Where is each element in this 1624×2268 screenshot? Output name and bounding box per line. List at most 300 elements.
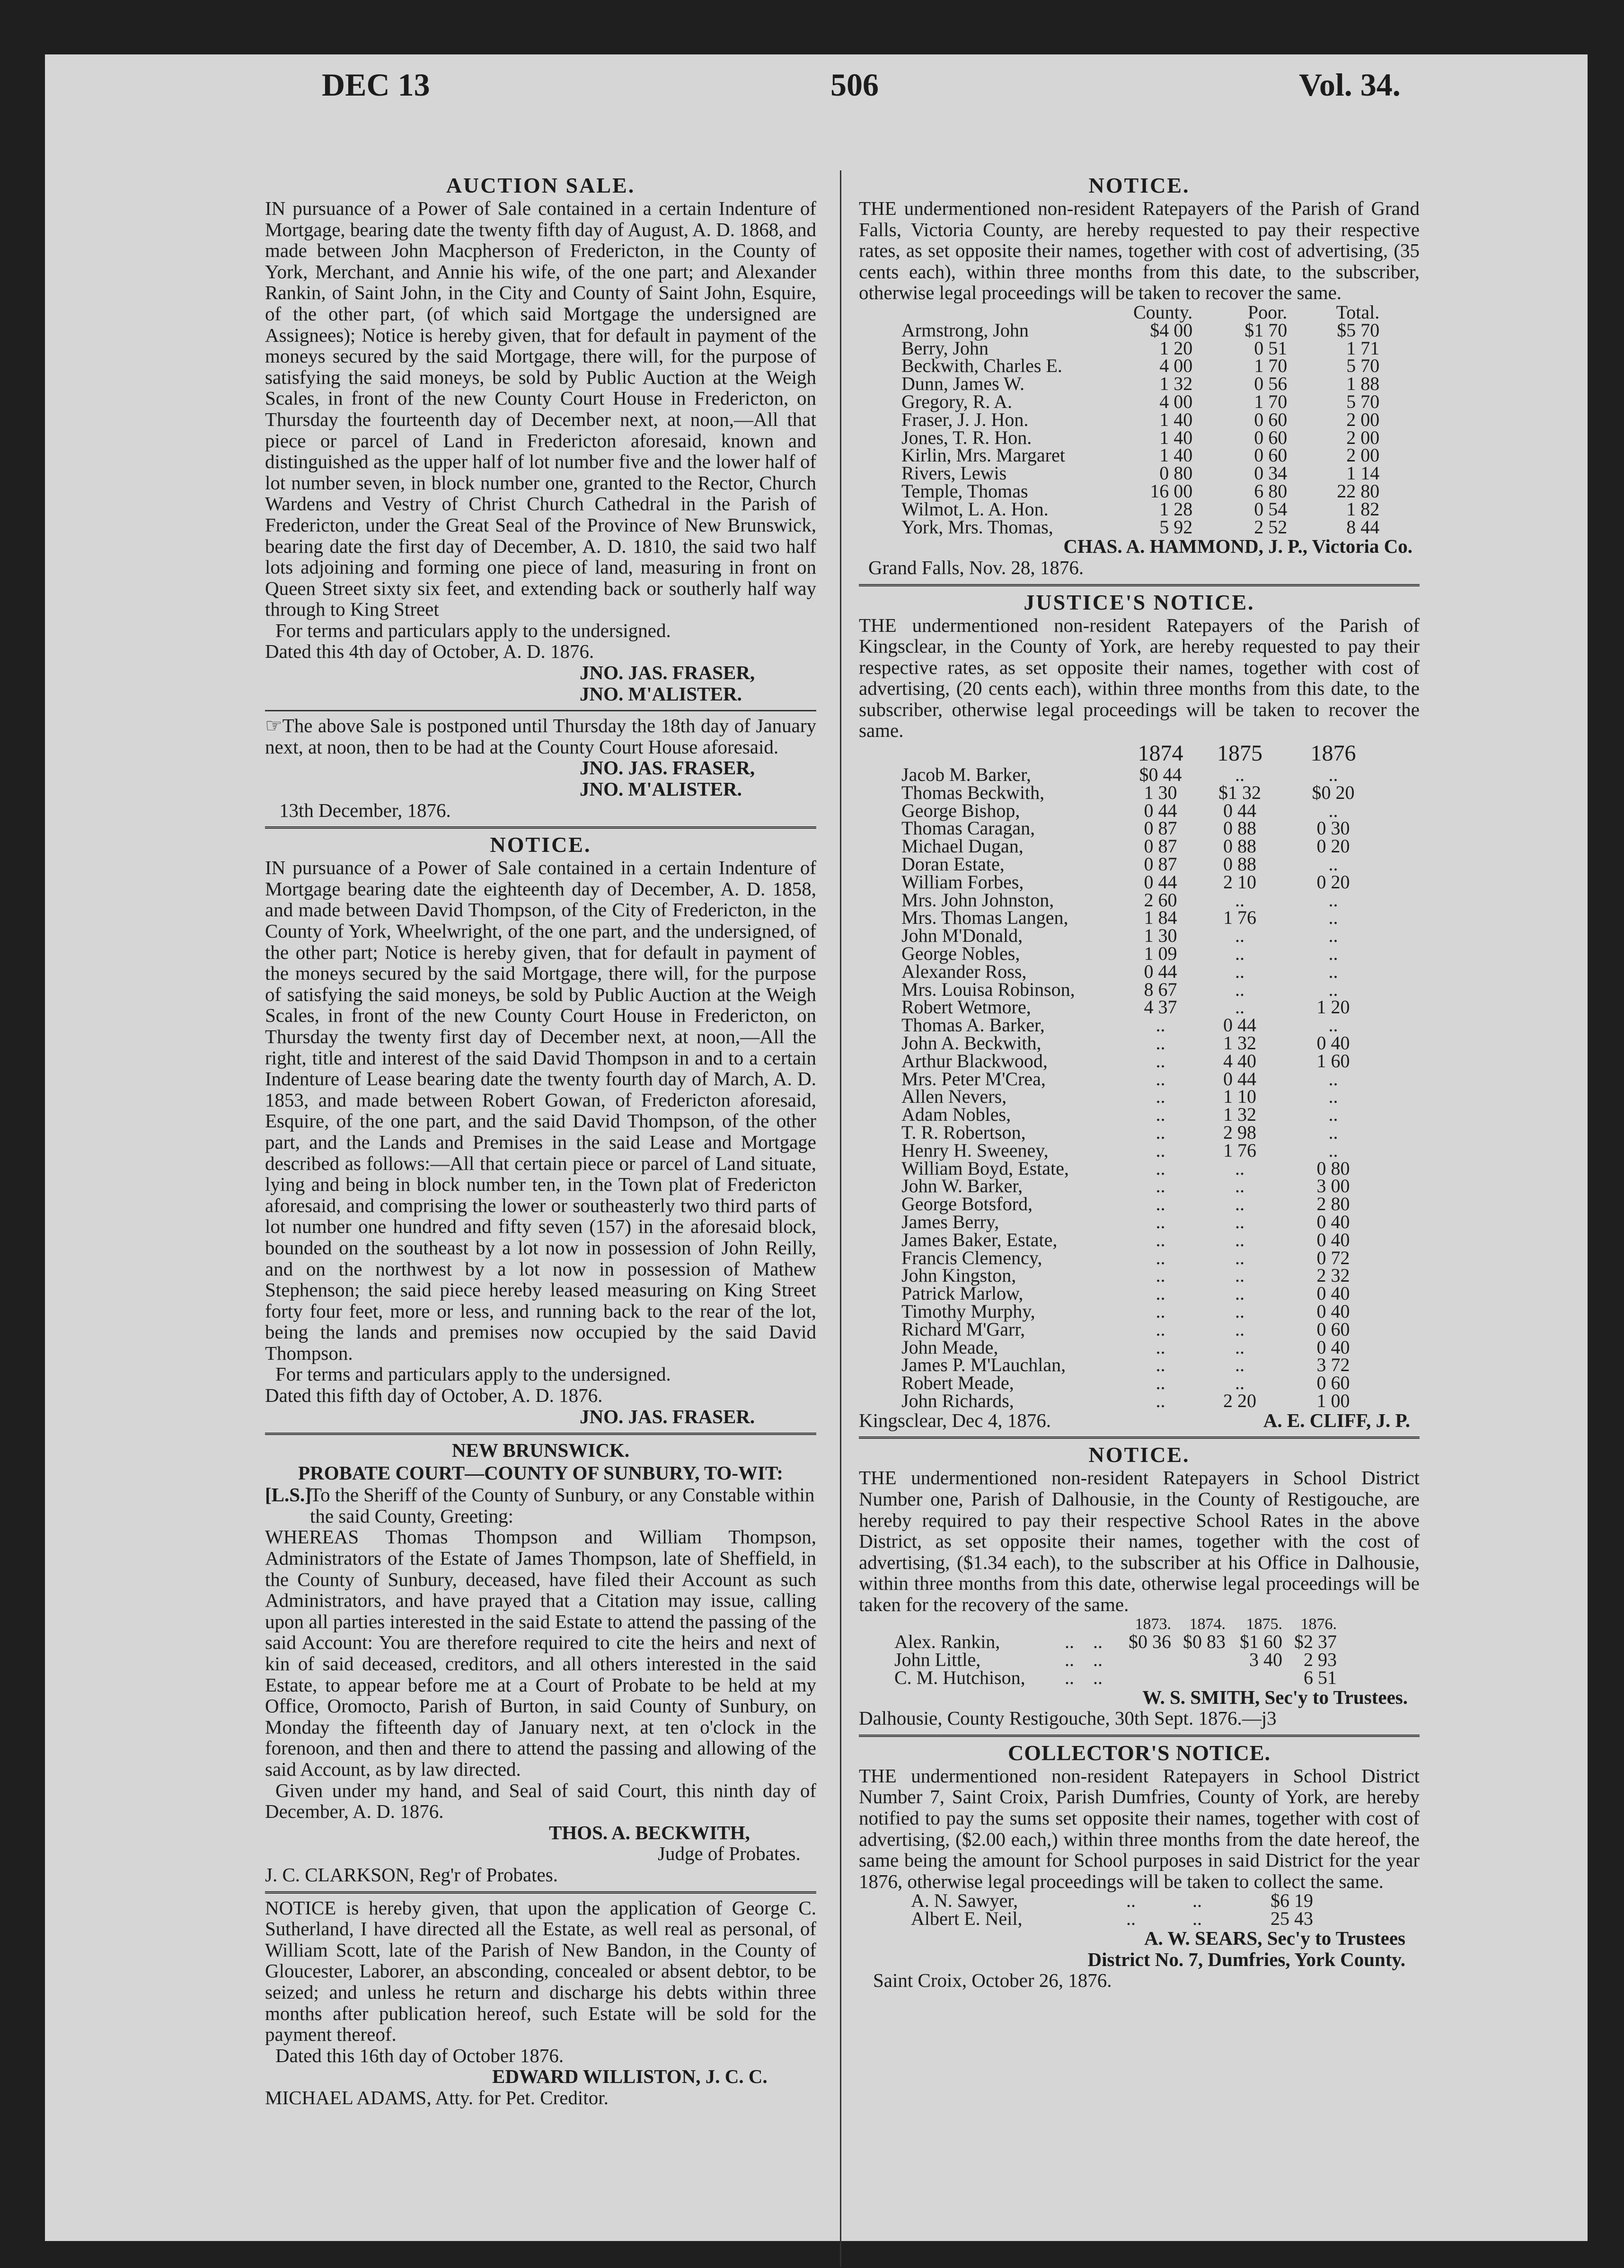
- dalhousie-school-notice: [859, 1443, 1420, 1729]
- rate-cell: ..: [1235, 978, 1244, 1000]
- table-row: [894, 1633, 1337, 1651]
- rate-cell: 25 43: [1271, 1908, 1313, 1930]
- table-row: [901, 321, 1379, 339]
- postponement-note: ☞The above Sale is postponed until Thursday the 18th day of January next, at noon, then to be had at the County Court House aforesaid.: [265, 715, 816, 758]
- signature-beckwith: THOS. A. BECKWITH,: [549, 1821, 750, 1843]
- ratepayer-name: John A. Beckwith,: [901, 1032, 1041, 1054]
- attorney-line: MICHAEL ADAMS, Atty. for Pet. Creditor.: [265, 2086, 609, 2109]
- table-row: [911, 1910, 1313, 1928]
- rate-cell: ..: [1328, 764, 1338, 786]
- rate-cell: $0 83: [1183, 1631, 1226, 1653]
- rate-cell: ..: [1156, 1068, 1165, 1090]
- rate-cell: $4 00: [1150, 319, 1193, 341]
- column-divider: [840, 170, 841, 2267]
- ratepayer-name: Thomas A. Barker,: [901, 1014, 1045, 1036]
- table-row: [901, 998, 1379, 1016]
- rate-cell: $0 20: [1312, 781, 1355, 803]
- rate-cell: ..: [1328, 853, 1338, 875]
- postponement-date: 13th December, 1876.: [279, 799, 451, 821]
- table-row: [901, 1285, 1379, 1302]
- rate-cell: 1 20: [1316, 996, 1350, 1018]
- table-row: [901, 500, 1379, 518]
- rate-cell: 1 20: [1159, 337, 1193, 359]
- signature-fraser: JNO. JAS. FRASER,: [580, 662, 755, 684]
- grand-falls-notice: [859, 173, 1420, 578]
- ratepayer-name: James Berry,: [901, 1211, 999, 1232]
- rate-cell: 2 20: [1223, 1390, 1256, 1411]
- rate-cell: ..: [1235, 1247, 1244, 1268]
- rate-cell: ..: [1156, 1247, 1165, 1268]
- grand-falls-body: THE undermentioned non-resident Ratepayers of the Parish of Grand Falls, Victoria County, are hereby requested to pay their respective rates, as set opposite their names, together with cost of advertising, (35 cents each), within three months from this date, to the subscriber, otherwise legal proceedings will be taken to recover the same.: [859, 197, 1420, 304]
- rate-cell: 5 70: [1346, 390, 1380, 412]
- ratepayer-name: A. N. Sawyer,: [911, 1890, 1018, 1912]
- table-row: [901, 429, 1379, 447]
- ratepayer-name: Thomas Caragan,: [901, 817, 1035, 839]
- probate-court-notice: [265, 1439, 816, 1885]
- rate-cell: 4 40: [1223, 1050, 1256, 1072]
- probate-subheading: PROBATE COURT—COUNTY OF SUNBURY, TO-WIT:: [298, 1462, 783, 1484]
- kingsclear-justice-notice: [859, 590, 1420, 1431]
- ratepayer-name: Mrs. Louisa Robinson,: [901, 978, 1075, 1000]
- rate-cell: 6 51: [1304, 1666, 1337, 1688]
- rate-cell: 0 60: [1316, 1372, 1350, 1394]
- table-row: [901, 837, 1379, 855]
- column-header: County.: [1133, 301, 1193, 323]
- table-row: [901, 1249, 1379, 1267]
- ratepayer-name: Gregory, R. A.: [901, 390, 1013, 412]
- rate-cell: [1171, 1651, 1226, 1669]
- rate-cell: 0 51: [1254, 337, 1288, 359]
- rate-cell: 1 84: [1144, 907, 1177, 929]
- rate-cell: 0 60: [1254, 426, 1288, 448]
- rate-cell: ..: [1156, 1175, 1165, 1197]
- rate-cell: ..: [1156, 1193, 1165, 1215]
- rate-cell: ..: [1328, 1068, 1338, 1090]
- school-district-line: District No. 7, Dumfries, York County.: [1087, 1948, 1405, 1970]
- rate-cell: ..: [1328, 907, 1338, 929]
- rate-cell: ..: [1235, 1372, 1244, 1394]
- rate-cell: 2 80: [1316, 1193, 1350, 1215]
- rate-cell: 0 30: [1316, 817, 1350, 839]
- rate-cell: 1 32: [1223, 1032, 1256, 1054]
- absconding-debtor-body: NOTICE is hereby given, that upon the application of George C. Sutherland, I have directed all the Estate, as well real as personal, of William Scott, late of the Parish of New Bandon, in the County of Gloucester, Laborer, an absconding, concealed or absent debtor, to be seized; and unless he return and discharge his debts within three months after publication hereof, such Estate will be sold for the payment thereof.: [265, 1896, 816, 2046]
- rate-cell: 0 40: [1316, 1336, 1350, 1358]
- registrar-line: J. C. CLARKSON, Reg'r of Probates.: [265, 1863, 558, 1886]
- table-row: [901, 802, 1379, 820]
- rate-cell: 1 32: [1159, 373, 1193, 395]
- rate-cell: 2 00: [1346, 444, 1380, 466]
- rate-cell: 0 20: [1316, 835, 1350, 857]
- rate-cell: 1 82: [1346, 498, 1380, 520]
- rate-cell: 0 40: [1316, 1283, 1350, 1304]
- rate-cell: ..: [1156, 1032, 1165, 1054]
- rate-cell: ..: [1156, 1104, 1165, 1125]
- ratepayer-name: John M'Donald,: [901, 925, 1023, 947]
- justice-footer: [859, 1410, 1420, 1431]
- dalhousie-notice-title: NOTICE.: [1088, 1443, 1190, 1467]
- ratepayer-name: Alex. Rankin,: [894, 1631, 1000, 1653]
- rate-cell: [1171, 1669, 1226, 1687]
- ratepayer-name: Timothy Murphy,: [901, 1300, 1035, 1322]
- separator: [265, 710, 816, 711]
- table-row: [901, 482, 1379, 500]
- ratepayer-name: Albert E. Neil,: [911, 1908, 1023, 1930]
- ratepayer-name: Michael Dugan,: [901, 835, 1024, 857]
- rate-cell: ..: [1235, 1300, 1244, 1322]
- rate-cell: [1112, 1651, 1171, 1669]
- rate-cell: ..: [1328, 799, 1338, 821]
- table-row: [901, 1267, 1379, 1285]
- ratepayer-name: William Forbes,: [901, 871, 1024, 893]
- ratepayer-name: Beckwith, Charles E.: [901, 355, 1062, 377]
- ratepayer-name: Adam Nobles,: [901, 1104, 1011, 1125]
- year-header: 1874: [1138, 741, 1183, 766]
- ratepayer-name: Rivers, Lewis: [901, 462, 1007, 484]
- ratepayer-name: Berry, John: [901, 337, 989, 359]
- rate-cell: 0 88: [1223, 835, 1256, 857]
- rate-cell: 1 40: [1159, 444, 1193, 466]
- rate-cell: 2 93: [1304, 1649, 1337, 1671]
- signature-cliff: A. E. CLIFF, J. P.: [1263, 1409, 1410, 1431]
- table-row: [901, 1356, 1379, 1374]
- rate-cell: 3 00: [1316, 1175, 1350, 1197]
- rate-cell: ..: [1156, 1050, 1165, 1072]
- rate-cell: $1 32: [1218, 781, 1261, 803]
- rate-cell: 16 00: [1150, 480, 1193, 502]
- rate-cell: 8 44: [1346, 516, 1380, 538]
- grand-falls-date: Grand Falls, Nov. 28, 1876.: [868, 556, 1084, 578]
- separator: [265, 1891, 816, 1894]
- probate-given: Given under my hand, and Seal of said Court, this ninth day of December, A. D. 1876.: [265, 1779, 816, 1823]
- rate-cell: $6 19: [1271, 1890, 1313, 1912]
- rate-cell: ..: [1156, 1283, 1165, 1304]
- rate-cell: 0 88: [1223, 817, 1256, 839]
- left-column: [265, 170, 816, 2108]
- ratepayer-name: Patrick Marlow,: [901, 1283, 1024, 1304]
- rate-cell: ..: [1093, 1649, 1103, 1671]
- table-row: [901, 1392, 1379, 1410]
- grand-falls-rates-table: [901, 303, 1379, 536]
- rate-cell: 0 80: [1316, 1157, 1350, 1179]
- auction-sale-dated: Dated this 4th day of October, A. D. 1876.: [265, 640, 594, 663]
- rate-cell: 1 40: [1159, 426, 1193, 448]
- ratepayer-name: Mrs. Peter M'Crea,: [901, 1068, 1046, 1090]
- ratepayer-name: Wilmot, L. A. Hon.: [901, 498, 1049, 520]
- rate-cell: 0 60: [1254, 408, 1288, 430]
- rate-cell: ..: [1235, 1265, 1244, 1286]
- rate-cell: 3 40: [1249, 1649, 1282, 1671]
- rate-cell: ..: [1156, 1211, 1165, 1232]
- rate-cell: 2 60: [1144, 889, 1177, 911]
- signature-malister: JNO. M'ALISTER.: [580, 778, 742, 800]
- ratepayer-name: James Baker, Estate,: [901, 1229, 1058, 1250]
- table-row: [901, 393, 1379, 411]
- rate-cell: ..: [1235, 996, 1244, 1018]
- page-number: 506: [830, 67, 879, 103]
- table-header-row: [894, 1615, 1337, 1633]
- seal-mark: [L.S.]: [265, 1484, 311, 1506]
- table-row: [901, 464, 1379, 482]
- rate-cell: ..: [1235, 1157, 1244, 1179]
- justice-notice-title: JUSTICE'S NOTICE.: [1024, 590, 1255, 614]
- rate-cell: ..: [1328, 1086, 1338, 1107]
- dalhousie-notice-body: THE undermentioned non-resident Ratepayers in School District Number one, Parish of Dalhousie, in the County of Restigouche, are hereby required to pay their respective School Rates in the above District, as set opposite their names, together with the cost of advertising, ($1.34 each), to the subscriber at his Office in Dalhousie, within three months from this date, otherwise legal proceedings will be taken for the recovery of the same.: [859, 1467, 1420, 1615]
- absconding-debtor-notice: [265, 1897, 816, 2109]
- rate-cell: ..: [1328, 943, 1338, 965]
- signature-fraser: JNO. JAS. FRASER.: [580, 1405, 755, 1427]
- separator: [265, 826, 816, 829]
- table-row: [901, 1338, 1379, 1356]
- rate-cell: ..: [1235, 1283, 1244, 1304]
- ratepayer-name: Kirlin, Mrs. Margaret: [901, 444, 1065, 466]
- table-row: [901, 891, 1379, 909]
- rate-cell: 0 40: [1316, 1032, 1350, 1054]
- table-row: [901, 1142, 1379, 1160]
- ratepayer-name: Mrs. John Johnston,: [901, 889, 1054, 911]
- table-row: [911, 1892, 1313, 1910]
- rate-cell: 0 44: [1223, 1068, 1256, 1090]
- signature-malister: JNO. M'ALISTER.: [580, 682, 742, 705]
- ratepayer-name: C. M. Hutchison,: [894, 1666, 1025, 1688]
- year-header: 1874.: [1189, 1615, 1226, 1633]
- ratepayer-name: Fraser, J. J. Hon.: [901, 408, 1029, 430]
- rate-cell: ..: [1156, 1122, 1165, 1143]
- rate-cell: [1226, 1669, 1282, 1687]
- table-row: [901, 927, 1379, 945]
- rate-cell: ..: [1156, 1157, 1165, 1179]
- rate-cell: ..: [1156, 1390, 1165, 1411]
- table-row: [901, 357, 1379, 375]
- rate-cell: ..: [1328, 889, 1338, 911]
- rate-cell: $1 70: [1244, 319, 1288, 341]
- table-row: [901, 1231, 1379, 1249]
- year-header: 1873.: [1135, 1615, 1171, 1633]
- rate-cell: ..: [1156, 1318, 1165, 1340]
- rate-cell: 1 32: [1223, 1104, 1256, 1125]
- rate-cell: $0 36: [1129, 1631, 1171, 1653]
- rate-cell: 2 10: [1223, 871, 1256, 893]
- ratepayer-name: Robert Wetmore,: [901, 996, 1031, 1018]
- probate-body: WHEREAS Thomas Thompson and William Thompson, Administrators of the Estate of James Thompson, late of Sheffield, in the County of Sunbury, deceased, have filed their Account as such Administrators, and have prayed that a Citation may issue, calling upon all parties interested in the said Estate to attend the passing of the said Account: You are therefore required to cite the heirs and next of kin of said deceased, creditors, and all others interested in the said Estate, to appear before me at a Court of Probate to be held at my Office, Oromocto, Parish of Burton, in said County of Sunbury, on Monday the fifteenth day of January next, at ten o'clock in the forenoon, and then and there to attend the passing and allowing of the said Account, as by law directed.: [265, 1526, 816, 1780]
- table-row: [901, 963, 1379, 981]
- rate-cell: ..: [1328, 978, 1338, 1000]
- rate-cell: ..: [1235, 1318, 1244, 1340]
- saint-croix-collector-notice: [859, 1741, 1420, 1991]
- table-row: [901, 819, 1379, 837]
- table-row: [901, 1070, 1379, 1088]
- rate-cell: 22 80: [1337, 480, 1380, 502]
- table-row: [901, 518, 1379, 536]
- table-row: [901, 945, 1379, 963]
- ratepayer-name: Mrs. Thomas Langen,: [901, 907, 1068, 929]
- year-header: 1875: [1217, 741, 1262, 766]
- ratepayer-name: York, Mrs. Thomas,: [901, 516, 1053, 538]
- rate-cell: ..: [1156, 1354, 1165, 1376]
- rate-cell: 1 76: [1223, 1139, 1256, 1161]
- rate-cell: 0 80: [1159, 462, 1193, 484]
- judge-title: Judge of Probates.: [658, 1843, 801, 1865]
- ratepayer-name: Richard M'Garr,: [901, 1318, 1025, 1340]
- table-row: [901, 1374, 1379, 1392]
- separator: [859, 1436, 1420, 1439]
- rate-cell: 0 60: [1316, 1318, 1350, 1340]
- rate-cell: ..: [1235, 1211, 1244, 1232]
- ratepayer-name: Doran Estate,: [901, 853, 1005, 875]
- table-row: [894, 1651, 1337, 1669]
- column-header: Total.: [1336, 301, 1380, 323]
- rate-cell: 0 56: [1254, 373, 1288, 395]
- signature-sears: A. W. SEARS, Sec'y to Trustees: [1144, 1927, 1405, 1949]
- dalhousie-rates-table: [894, 1615, 1337, 1687]
- ratepayer-name: Dunn, James W.: [901, 373, 1024, 395]
- rate-cell: ..: [1235, 1336, 1244, 1358]
- kingsclear-rates-table: [901, 741, 1379, 1410]
- rate-cell: ..: [1235, 1354, 1244, 1376]
- rate-cell: 4 37: [1144, 996, 1177, 1018]
- ratepayer-name: John Richards,: [901, 1390, 1014, 1411]
- rate-cell: ..: [1156, 1372, 1165, 1394]
- rate-cell: $2 37: [1294, 1631, 1337, 1653]
- ratepayer-name: Alexander Ross,: [901, 960, 1027, 982]
- ratepayer-name: Jacob M. Barker,: [901, 764, 1031, 786]
- rate-cell: 1 76: [1223, 907, 1256, 929]
- rate-cell: ..: [1156, 1300, 1165, 1322]
- ratepayer-name: T. R. Robertson,: [901, 1122, 1026, 1143]
- rate-cell: ..: [1328, 960, 1338, 982]
- ratepayer-name: George Bishop,: [901, 799, 1020, 821]
- separator: [265, 1433, 816, 1435]
- auction-sale-body: IN pursuance of a Power of Sale contained in a certain Indenture of Mortgage, bearing date the twenty fifth day of August, A. D. 1868, and made between John Macpherson of Fredericton, in the County of York, Merchant, and Annie his wife, of the one part; and Alexander Rankin, of Saint John, in the City and County of Saint John, Esquire, of the other part, (of which said Mortgage the undersigned are Assignees); Notice is hereby given, that for default in payment of the moneys secured by the said Mortgage, there will, for the purpose of satisfying the said moneys, be sold by Public Auction at the Weigh Scales, in front of the new County Court House in Fredericton, on Thursday the fourteenth day of December next, at noon,—All that piece or parcel of Land in Fredericton aforesaid, known and distinguished as the upper half of lot number five and the lower half of lot number seven, in block number one, granted to the Rector, Church Wardens and Vestry of Christ Church Cathedral in the Parish of Fredericton, under the Great Seal of the Province of New Brunswick, bearing date the first day of December, A. D. 1810, the said two half lots adjoining and forming one piece of land, measuring in front on Queen Street sixty six feet, and extending back or southerly half way through to King Street: [265, 197, 816, 620]
- rate-cell: 4 00: [1159, 355, 1193, 377]
- signature-fraser: JNO. JAS. FRASER,: [580, 757, 755, 779]
- rate-cell: 0 40: [1316, 1211, 1350, 1232]
- rate-cell: 5 70: [1346, 355, 1380, 377]
- rate-cell: 1 00: [1316, 1390, 1350, 1411]
- rate-cell: 6 80: [1254, 480, 1288, 502]
- rate-cell: 1 10: [1223, 1086, 1256, 1107]
- ratepayer-name: John Meade,: [901, 1336, 998, 1358]
- rate-cell: ..: [1156, 1336, 1165, 1358]
- rate-cell: 0 60: [1254, 444, 1288, 466]
- rate-cell: 1 71: [1346, 337, 1380, 359]
- rate-cell: 2 00: [1346, 408, 1380, 430]
- mortgage-notice-terms: For terms and particulars apply to the undersigned.: [275, 1363, 671, 1385]
- rate-cell: 1 30: [1144, 781, 1177, 803]
- table-row: [901, 1034, 1379, 1052]
- table-row: [901, 1213, 1379, 1231]
- rate-cell: 8 67: [1144, 978, 1177, 1000]
- rate-cell: 0 87: [1144, 817, 1177, 839]
- rate-cell: 1 70: [1254, 355, 1288, 377]
- table-row: [901, 855, 1379, 873]
- probate-address: [265, 1484, 816, 1526]
- rate-cell: 2 52: [1254, 516, 1288, 538]
- mortgage-notice-dated: Dated this fifth day of October, A. D. 1876.: [265, 1384, 603, 1407]
- table-header-row: [901, 303, 1379, 321]
- rate-cell: ..: [1328, 1139, 1338, 1161]
- ratepayer-name: William Boyd, Estate,: [901, 1157, 1069, 1179]
- rate-cell: ..: [1156, 1086, 1165, 1107]
- rate-cell: 0 87: [1144, 853, 1177, 875]
- table-row: [901, 1160, 1379, 1178]
- rate-cell: 0 44: [1223, 799, 1256, 821]
- rate-cell: 0 72: [1316, 1247, 1350, 1268]
- table-row: [901, 1320, 1379, 1338]
- table-row: [901, 446, 1379, 464]
- ratepayer-name: George Botsford,: [901, 1193, 1033, 1215]
- ratepayer-name: Temple, Thomas: [901, 480, 1028, 502]
- rate-cell: 0 44: [1223, 1014, 1256, 1036]
- mortgage-notice-body: IN pursuance of a Power of Sale contained in a certain Indenture of Mortgage bearing date the eighteenth day of December, A. D. 1858, and made between David Thompson, of the City of Fredericton, in the County of York, Wheelwright, of the one part, and the undersigned, of the other part; Notice is hereby given, that for default in payment of the moneys secured by the said Mortgage, there will, for the purpose of satisfying the said moneys, be sold by Public Auction at the Weigh Scales, in front of the new County Court House in Fredericton, on Thursday the twenty first day of December next, at noon,—All the right, title and interest of the said David Thompson in and to a certain Indenture of Lease bearing date the twenty fourth day of March, A. D. 1853, and made between Robert Gowan, of Fredericton aforesaid, Esquire, of the one part, and the said David Thompson, of the other part, and the Lands and Premises in the said Lease and Mortgage described as follows:—All that certain piece or parcel of Land situate, lying and being in block number ten, in the Town plat of Fredericton aforesaid, and comprising the lower or southeasterly two third parts of lot number one hundred and fifty seven (157) in the aforesaid block, bounded on the southeast by a lot now in possession of John Reilly, and on the northwest by a lot now in possession of Mathew Stephenson; the said piece hereby leased measuring on King Street forty four feet, more or less, and running back to the rear of the lot, being the lands and premises now occupied by the said David Thompson.: [265, 857, 816, 1364]
- ratepayer-name: Francis Clemency,: [901, 1247, 1042, 1268]
- rate-cell: 1 40: [1159, 408, 1193, 430]
- rate-cell: ..: [1328, 1014, 1338, 1036]
- rate-cell: ..: [1065, 1631, 1074, 1653]
- rate-cell: ..: [1328, 1122, 1338, 1143]
- rate-cell: 1 88: [1346, 373, 1380, 395]
- rate-cell: ..: [1235, 925, 1244, 947]
- rate-cell: 1 14: [1346, 462, 1380, 484]
- kingsclear-date: Kingsclear, Dec 4, 1876.: [859, 1409, 1051, 1431]
- rate-cell: ..: [1065, 1649, 1074, 1671]
- rate-cell: 0 44: [1144, 960, 1177, 982]
- ratepayer-name: Henry H. Sweeney,: [901, 1139, 1049, 1161]
- year-header: 1875.: [1246, 1615, 1282, 1633]
- ratepayer-name: Allen Nevers,: [901, 1086, 1007, 1107]
- auction-sale-notice: [265, 173, 816, 821]
- signature-hammond: CHAS. A. HAMMOND, J. P., Victoria Co.: [1063, 535, 1412, 558]
- table-row: [901, 909, 1379, 927]
- separator: [859, 584, 1420, 586]
- auction-sale-title: AUCTION SALE.: [446, 173, 635, 197]
- table-row: [901, 981, 1379, 999]
- year-header: 1876.: [1300, 1615, 1337, 1633]
- table-row: [901, 873, 1379, 891]
- rate-cell: 1 60: [1316, 1050, 1350, 1072]
- dalhousie-date: Dalhousie, County Restigouche, 30th Sept. 1876.—j3: [859, 1707, 1277, 1729]
- table-row: [901, 1302, 1379, 1320]
- volume-number: Vol. 34.: [1299, 67, 1401, 103]
- rate-cell: 0 40: [1316, 1229, 1350, 1250]
- table-row: [901, 1016, 1379, 1034]
- rate-cell: 0 87: [1144, 835, 1177, 857]
- ratepayer-name: John Little,: [894, 1649, 981, 1671]
- ratepayer-name: Jones, T. R. Hon.: [901, 426, 1032, 448]
- ratepayer-name: Robert Meade,: [901, 1372, 1014, 1394]
- justice-notice-body: THE undermentioned non-resident Ratepayers of the Parish of Kingsclear, in the County of York, are hereby requested to pay their respective rates, as set opposite their names, together with cost of advertising, (20 cents each), within three months from this date, to the subscriber, otherwise legal proceedings will be taken to recover the same.: [859, 614, 1420, 742]
- ratepayer-name: John W. Barker,: [901, 1175, 1023, 1197]
- rate-cell: 3 72: [1316, 1354, 1350, 1376]
- rate-cell: ..: [1126, 1908, 1136, 1930]
- rate-cell: ..: [1235, 1193, 1244, 1215]
- rate-cell: $1 60: [1240, 1631, 1282, 1653]
- rate-cell: 0 44: [1144, 871, 1177, 893]
- rate-cell: ..: [1093, 1631, 1103, 1653]
- probate-address-text: To the Sheriff of the County of Sunbury, or any Constable within the said County, Greeting:: [310, 1484, 815, 1527]
- header-date: DEC 13: [322, 67, 430, 103]
- rate-cell: 0 88: [1223, 853, 1256, 875]
- separator: [859, 1735, 1420, 1737]
- rate-cell: ..: [1093, 1666, 1103, 1688]
- right-column: [859, 170, 1420, 1991]
- collector-notice-title: COLLECTOR'S NOTICE.: [1008, 1740, 1271, 1765]
- rate-cell: ..: [1235, 764, 1244, 786]
- collector-notice-body: THE undermentioned non-resident Ratepayers in School District Number 7, Saint Croix, Parish Dumfries, County of York, are hereby notified to pay the sums set opposite their names, together with cost of advertising, ($2.00 each,) within three months from the date hereof, the same being the amount for School purposes in said District for the year 1876, otherwise legal proceedings will be taken to collect the same.: [859, 1764, 1420, 1892]
- rate-cell: ..: [1065, 1666, 1074, 1688]
- auction-sale-terms: For terms and particulars apply to the undersigned.: [275, 619, 671, 641]
- rate-cell: 1 30: [1144, 925, 1177, 947]
- rate-cell: 5 92: [1159, 516, 1193, 538]
